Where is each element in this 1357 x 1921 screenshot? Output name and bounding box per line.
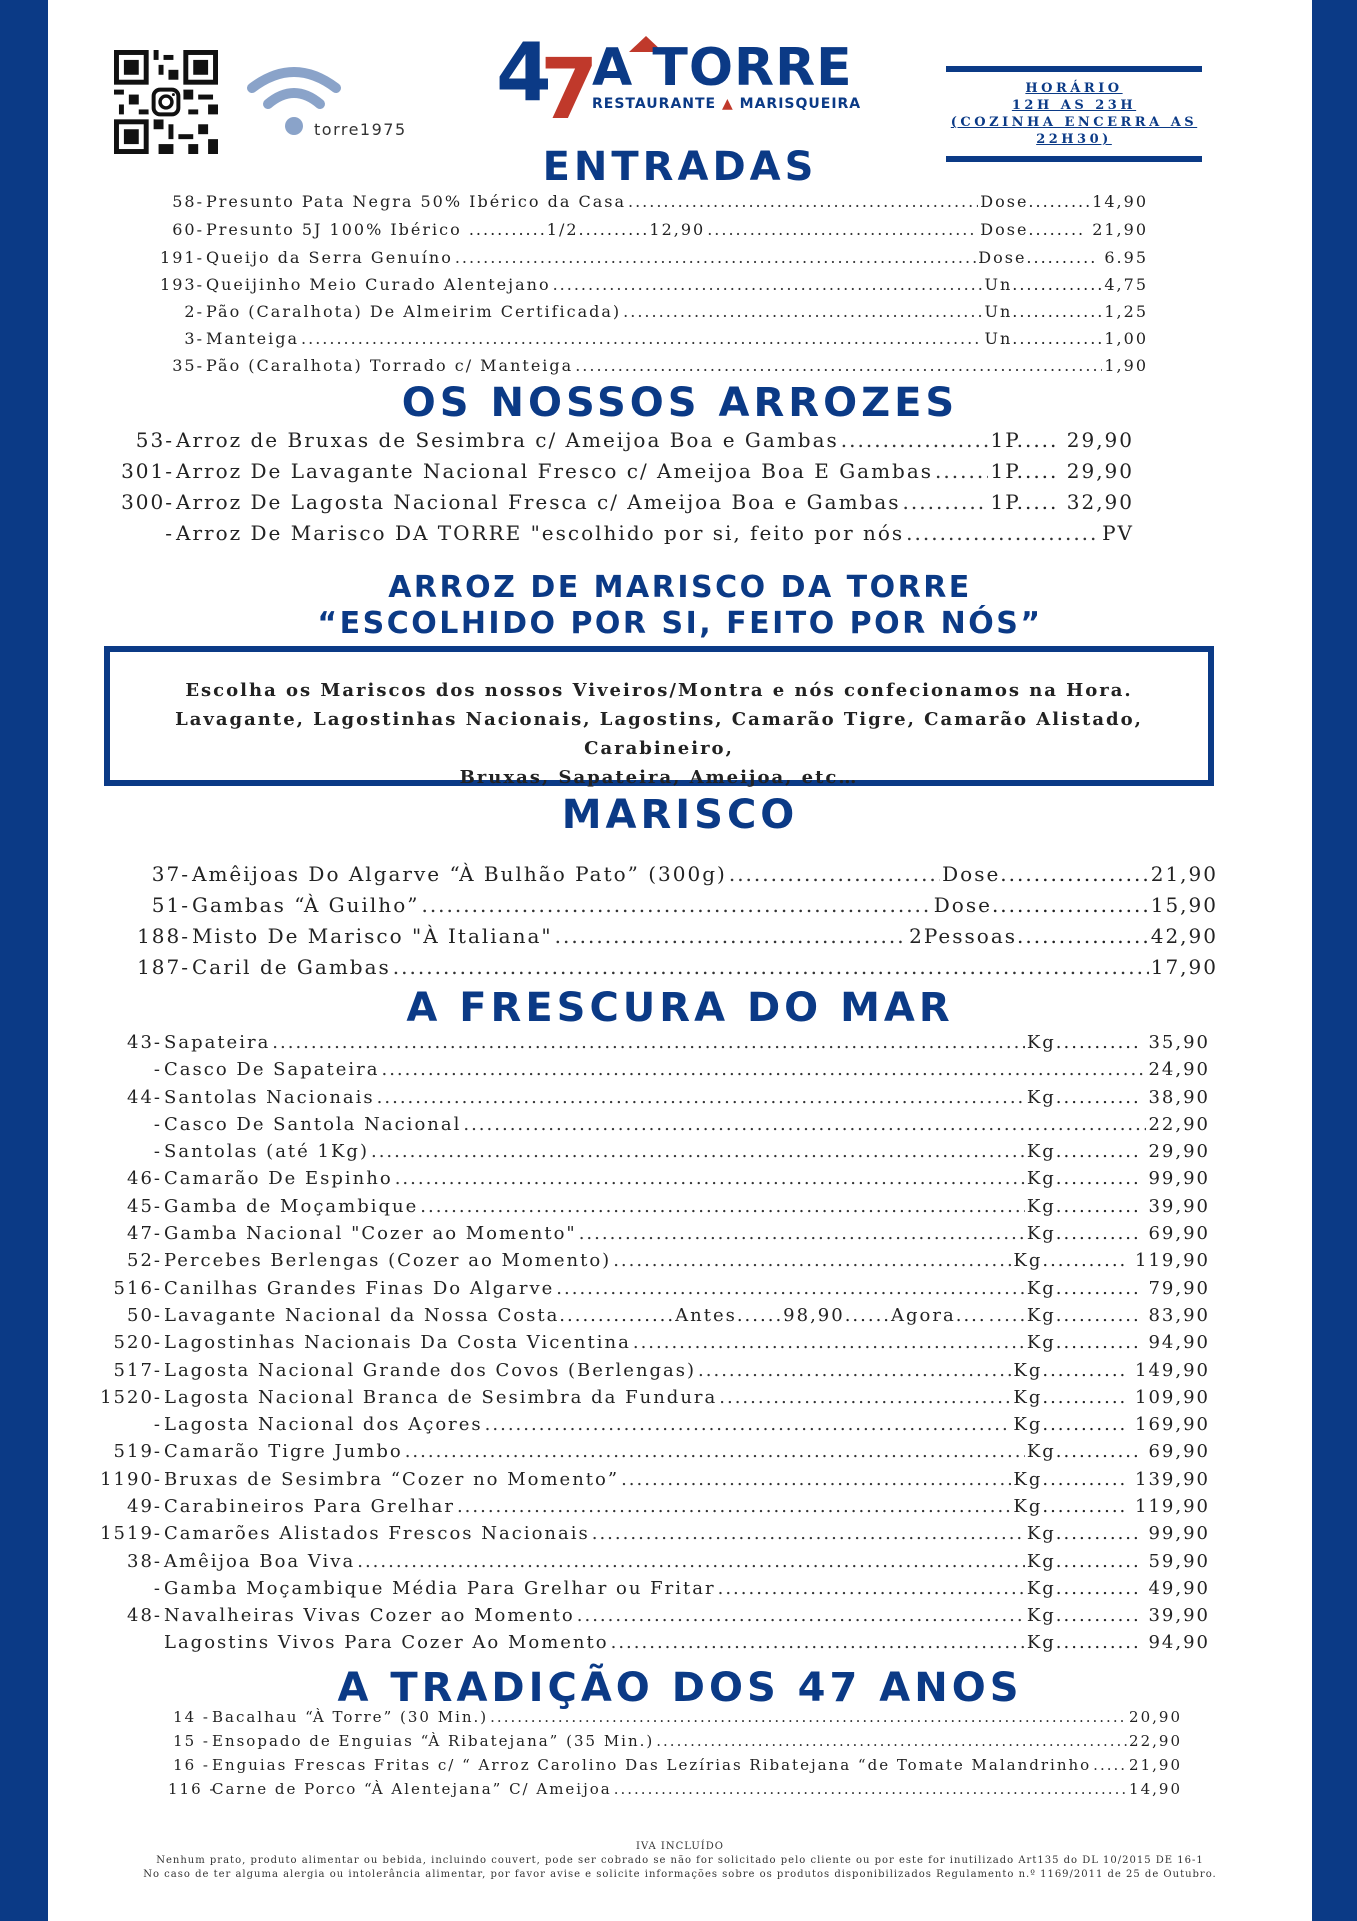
menu-item: 45- Gamba de Moçambique ..... Kg........... 39,90 (96, 1196, 1210, 1217)
menu-item: 2- Pão (Caralhota) De Almeirim Certificada) ..... Un.............1,25 (150, 302, 1148, 321)
section-title-frescura: A FRESCURA DO MAR (406, 985, 954, 1031)
menu-item: 3- Manteiga ..... Un.............1,00 (150, 329, 1148, 348)
menu-item: 47- Gamba Nacional "Cozer ao Momento" ..... Kg........... 69,90 (96, 1223, 1210, 1244)
menu-item: 1190- Bruxas de Sesimbra “Cozer no Momento” ..... Kg........... 139,90 (96, 1469, 1210, 1490)
menu-item: 43- Sapateira ..... Kg........... 35,90 (96, 1032, 1210, 1053)
menu-item: - Santolas (até 1Kg) ..... Kg........... 29,90 (96, 1141, 1210, 1162)
menu-item: 16 - Enguias Frescas Fritas c/ “ Arroz Carolino Das Lezírias Ribatejana “de Tomate Malandrinho ..... 21,90 (168, 1756, 1182, 1774)
opening-hours: HORÁRIO 12H AS 23H (COZINHA ENCERRA AS 22H30) (946, 66, 1202, 162)
menu-item: 46- Camarão De Espinho ..... Kg........... 99,90 (96, 1168, 1210, 1189)
menu-item: 301- Arroz De Lavagante Nacional Fresco c/ Ameijoa Boa E Gambas ..... 1P..... 29,90 (106, 459, 1134, 483)
section-title-arrozes: OS NOSSOS ARROZES (401, 380, 959, 426)
menu-item: 116 - Carne de Porco “À Alentejana” C/ Ameijoa ..... 14,90 (168, 1780, 1182, 1798)
menu-item: 1520- Lagosta Nacional Branca de Sesimbra da Fundura ..... Kg........... 109,90 (96, 1387, 1210, 1408)
instagram-handle[interactable]: torre1975 (314, 120, 407, 139)
menu-item: 14 - Bacalhau “À Torre” (30 Min.) ..... 20,90 (168, 1708, 1182, 1726)
qr-code-icon[interactable] (114, 50, 218, 154)
menu-item: 53- Arroz de Bruxas de Sesimbra c/ Ameijoa Boa e Gambas ..... 1P..... 29,90 (106, 428, 1134, 452)
restaurant-name: A TORRE (592, 38, 853, 98)
menu-item: 51- Gambas “À Guilho” ..... Dose...................15,90 (108, 893, 1218, 917)
menu-item: 519- Camarão Tigre Jumbo ..... Kg........... 69,90 (96, 1441, 1210, 1462)
svg-text:4: 4 (496, 26, 552, 119)
menu-item: 15 - Ensopado de Enguias “À Ribatejana” (35 Min.) ..... 22,90 (168, 1732, 1182, 1750)
menu-item: 50- Lavagante Nacional da Nossa Costa...............Antes......98,90......Agora.... ..... Kg........... 83,90 (96, 1305, 1210, 1326)
menu-item: 188- Misto De Marisco "À Italiana" ..... 2Pessoas................42,90 (108, 924, 1218, 948)
menu-item: 38- Amêijoa Boa Viva ..... Kg........... 59,90 (96, 1551, 1210, 1572)
menu-item: - Casco De Santola Nacional ..... 22,90 (96, 1114, 1210, 1135)
menu-item: 58- Presunto Pata Negra 50% Ibérico da Casa ..... Dose.........14,90 (150, 192, 1148, 211)
menu-item: 48- Navalheiras Vivas Cozer ao Momento ..... Kg........... 39,90 (96, 1605, 1210, 1626)
menu-item: 1519- Camarões Alistados Frescos Nacionais ..... Kg........... 99,90 (96, 1523, 1210, 1544)
menu-item: 49- Carabineiros Para Grelhar ..... Kg........... 119,90 (96, 1496, 1210, 1517)
menu-item: - Arroz De Marisco DA TORRE "escolhido por si, feito por nós ..... PV (106, 521, 1134, 545)
menu-item: 44- Santolas Nacionais ..... Kg........... 38,90 (96, 1087, 1210, 1108)
section-title-arroz-marisco: ARROZ DE MARISCO DA TORRE “ESCOLHIDO POR SI, FEITO POR NÓS” (317, 570, 1043, 641)
section-title-entradas: ENTRADAS (542, 144, 818, 190)
menu-item: 60- Presunto 5J 100% Ibérico ...........1/2..........12,90 ..... Dose........ 21,90 (150, 220, 1148, 239)
section-title-tradicao: A TRADIÇÃO DOS 47 ANOS (337, 1665, 1023, 1711)
menu-item: 516- Canilhas Grandes Finas Do Algarve ..... Kg........... 79,90 (96, 1278, 1210, 1299)
menu-item: 52- Percebes Berlengas (Cozer ao Momento) ..... Kg........... 119,90 (96, 1250, 1210, 1271)
restaurant-subtitle: RESTAURANTE ▲ MARISQUEIRA (592, 96, 862, 112)
legal-footer: IVA INCLUÍDO Nenhum prato, produto alimentar ou bebida, incluindo couvert, pode ser cobrado se não for solicitado pelo cliente ou por este for inutilizado Art135 do DL 10/2015 DE 16-1 No caso de ter alguma alergia ou intolerância alimentar, por favor avise e solicite informações sobre os produtos disponibilizados Regulamento n.º 1169/2011 de 25 de Outubro. (143, 1841, 1217, 1880)
right-blue-border (1312, 0, 1357, 1921)
menu-item: 191- Queijo da Serra Genuíno ..... Dose.......... 6.95 (150, 248, 1148, 267)
menu-item: - Lagosta Nacional dos Açores ..... Kg........... 169,90 (96, 1414, 1210, 1435)
menu-item: Lagostins Vivos Para Cozer Ao Momento ..... Kg........... 94,90 (96, 1632, 1210, 1653)
menu-item: - Gamba Moçambique Média Para Grelhar ou Fritar ..... Kg........... 49,90 (96, 1578, 1210, 1599)
menu-item: 520- Lagostinhas Nacionais Da Costa Vicentina ..... Kg........... 94,90 (96, 1332, 1210, 1353)
section-title-marisco: MARISCO (561, 792, 799, 838)
menu-item: 193- Queijinho Meio Curado Alentejano ..... Un.............4,75 (150, 275, 1148, 294)
menu-item: 300- Arroz De Lagosta Nacional Fresca c/ Ameijoa Boa e Gambas ..... 1P..... 32,90 (106, 490, 1134, 514)
menu-item: 37- Amêijoas Do Algarve “À Bulhão Pato” (300g) ..... Dose..................21,90 (108, 862, 1218, 886)
menu-item: - Casco De Sapateira ..... 24,90 (96, 1059, 1210, 1080)
arroz-marisco-info-box: Escolha os Mariscos dos nossos Viveiros/Montra e nós confecionamos na Hora. Lavagante, Lagostinhas Nacionais, Lagostins, Camarão Tigre, Camarão Alistado, Carabineiro, Bruxas, Sapateira, Ameijoa, etc… (104, 646, 1214, 786)
menu-item: 187- Caril de Gambas ..... 17,90 (108, 955, 1218, 979)
menu-item: 35- Pão (Caralhota) Torrado c/ Manteiga ..... 1,90 (150, 356, 1148, 375)
menu-item: 517- Lagosta Nacional Grande dos Covos (Berlengas) ..... Kg........... 149,90 (96, 1360, 1210, 1381)
left-blue-border (0, 0, 48, 1921)
svg-text:7: 7 (540, 40, 599, 130)
